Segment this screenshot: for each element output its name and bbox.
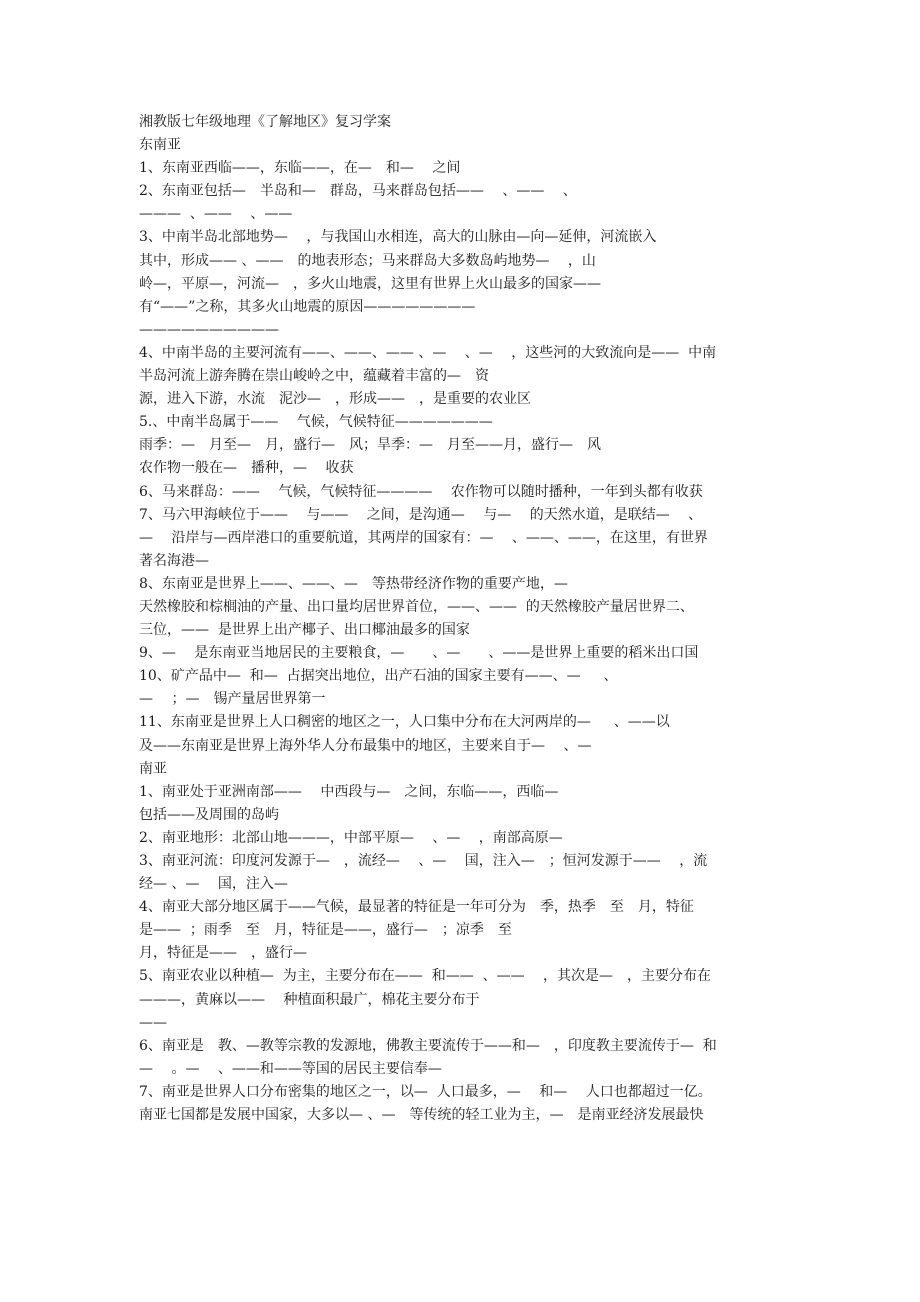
text-line: 有“——”之称，其多火山地震的原因————————: [139, 298, 476, 315]
text-line: 半岛河流上游奔腾在崇山峻岭之中，蕴藏着丰富的— 资: [139, 368, 489, 385]
text-line: 4、中南半岛的主要河流有——、——、—— 、— 、— ，这些河的大致流向是—— 中南: [139, 344, 717, 361]
text-line: 8、东南亚是世界上——、——、— 等热带经济作物的重要产地，—: [139, 575, 568, 592]
text-line: 2、东南亚包括— 半岛和— 群岛，马来群岛包括—— 、—— 、: [139, 183, 577, 200]
text-line: 3、南亚河流：印度河发源于— ，流经— 、— 国，注入— ；恒河发源于—— ，流: [139, 853, 708, 869]
text-line: 岭—，平原—，河流— ，多火山地震，这里有世界上火山最多的国家——: [139, 275, 601, 292]
text-line: 天然橡胶和棕榈油的产量、出口量均居世界首位，——、—— 的天然橡胶产量居世界二、: [139, 598, 694, 615]
text-line: ——: [139, 1014, 167, 1031]
document-title: 湘教版七年级地理《了解地区》复习学案: [139, 114, 391, 130]
text-line: 1、南亚处于亚洲南部—— 中西段与— 之间，东临——，西临—: [139, 783, 559, 800]
text-line: 是—— ；雨季 至 月，特征是——，盛行— ；凉季 至: [139, 922, 512, 939]
text-line: 著名海港—: [139, 552, 209, 569]
text-line: 5、南亚农业以种植— 为主，主要分布在—— 和—— 、—— ，其次是— ，主要分布在: [139, 968, 712, 985]
text-line: 经— 、— 国，注入—: [139, 876, 288, 893]
text-line: 6、马来群岛：—— 气候，气候特征———— 农作物可以随时播种，一年到头都有收获: [139, 483, 703, 500]
text-line: 及——东南亚是世界上海外华人分布最集中的地区，主要来自于— 、—: [139, 737, 592, 754]
text-line: 包括——及周围的岛屿: [139, 806, 279, 823]
text-line: 南亚七国都是发展中国家，大多以— 、— 等传统的轻工业为主，— 是南亚经济发展最快: [139, 1107, 704, 1124]
text-line: 7、南亚是世界人口分布密集的地区之一，以— 人口最多，— 和— 人口也都超过一亿。: [139, 1083, 712, 1100]
text-line: 源，进入下游，水流 泥沙— ，形成—— ，是重要的农业区: [139, 391, 531, 408]
text-line: 2、南亚地形：北部山地———，中部平原— 、— ，南部高原—: [139, 829, 563, 846]
text-line: 7、马六甲海峡位于—— 与—— 之间，是沟通— 与— 的天然水道，是联结— 、: [139, 506, 703, 523]
text-line: ———，黄麻以—— 种植面积最广，棉花主要分布于: [139, 991, 480, 1008]
text-line: 10、矿产品中— 和— 占据突出地位，出产石油的国家主要有——、— 、: [139, 668, 618, 685]
text-line: 9、— 是东南亚当地居民的主要粮食，— 、— 、——是世界上重要的稻米出口国: [139, 645, 699, 662]
text-line: 其中，形成—— 、—— 的地表形态；马来群岛大多数岛屿地势— ，山: [139, 252, 596, 269]
text-line: 4、南亚大部分地区属于——气候，最显著的特征是一年可分为 季，热季 至 月，特征: [139, 899, 694, 916]
document-page: [139, 111, 799, 1127]
text-line: ——————————: [139, 321, 279, 338]
text-line: 雨季：— 月至— 月，盛行— 风；旱季：— 月至——月，盛行— 风: [139, 437, 601, 454]
text-line: 11、东南亚是世界上人口稠密的地区之一，人口集中分布在大河两岸的— 、——以: [139, 714, 670, 731]
text-line: 6、南亚是 教、—教等宗教的发源地，佛教主要流传于——和— ，印度教主要流传于— 和: [139, 1037, 717, 1054]
section-heading-south-asia: 南亚: [139, 760, 167, 777]
text-line: 三位，—— 是世界上出产椰子、出口椰油最多的国家: [139, 622, 470, 639]
text-line: 3、中南半岛北部地势— ，与我国山水相连，高大的山脉由—向—延伸，河流嵌入: [139, 229, 657, 246]
text-line: — ；— 锡产量居世界第一: [139, 691, 326, 708]
text-line: — 沿岸与—西岸港口的重要航道，其两岸的国家有：— 、——、——，在这里，有世界: [139, 529, 708, 546]
section-heading-southeast-asia: 东南亚: [139, 137, 181, 154]
text-line: 1、东南亚西临——，东临——，在— 和— 之间: [139, 160, 461, 177]
text-line: ——— 、—— 、——: [139, 206, 293, 223]
text-line: — 。— 、——和——等国的居民主要信奉—: [139, 1060, 442, 1077]
text-line: 5.、中南半岛属于—— 气候，气候特征———————: [139, 414, 493, 431]
text-line: 月，特征是—— ，盛行—: [139, 945, 307, 962]
text-line: 农作物一般在— 播种，— 收获: [139, 460, 354, 477]
